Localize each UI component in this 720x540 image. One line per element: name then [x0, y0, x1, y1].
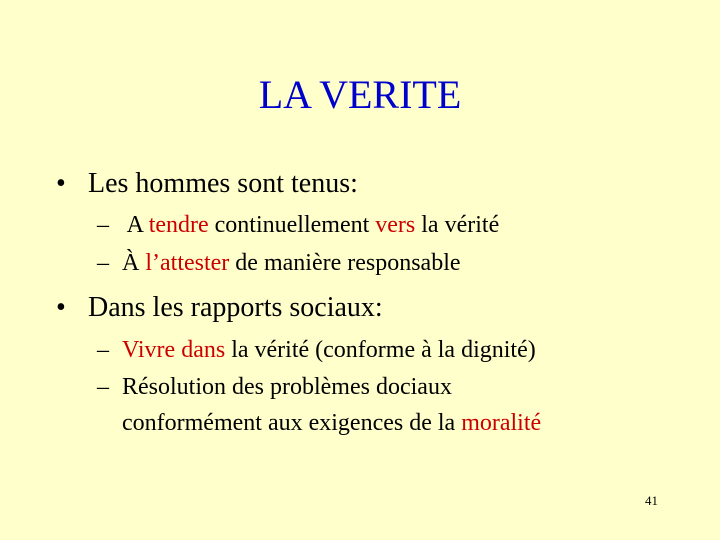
subitem-part: la vérité [415, 212, 500, 238]
subitem-part: À [122, 250, 146, 276]
subitem-part-highlight: moralité [461, 410, 542, 436]
slide-title: LA VERITE [258, 72, 462, 117]
subitem-part-highlight: tendre [148, 212, 209, 238]
subitem-part-highlight: vers [375, 212, 416, 238]
bullet-marker: • [56, 168, 66, 199]
subitem-2-2 [97, 372, 452, 402]
bullet-2 [56, 291, 383, 325]
dash-marker: – [97, 212, 109, 238]
page-number: 41 [645, 493, 658, 508]
subitem-part: continuellement [208, 212, 376, 238]
subitem-part: la vérité (conforme à la dignité) [225, 337, 536, 363]
subitem-2-1 [97, 335, 536, 365]
bullet-text: Dans les rapports sociaux: [88, 292, 383, 323]
dash-marker: – [97, 250, 109, 276]
bullet-1 [56, 167, 358, 201]
dash-marker: – [97, 374, 109, 400]
subitem-1-2 [97, 248, 461, 278]
subitem-part: de manière responsable [229, 250, 461, 276]
dash-marker: – [97, 337, 109, 363]
subitem-part-highlight: Vivre dans [122, 337, 226, 363]
subitem-part: Résolution des problèmes dociaux [122, 374, 452, 400]
subitem-part: A [122, 212, 149, 238]
subitem-part: conformément aux exigences de la [122, 410, 462, 436]
subitem-part-highlight: l’attester [145, 250, 230, 276]
subitem-2-2-continuation [122, 408, 541, 438]
subitem-1-1 [97, 210, 499, 240]
bullet-marker: • [56, 292, 66, 323]
bullet-text: Les hommes sont tenus: [88, 168, 358, 199]
